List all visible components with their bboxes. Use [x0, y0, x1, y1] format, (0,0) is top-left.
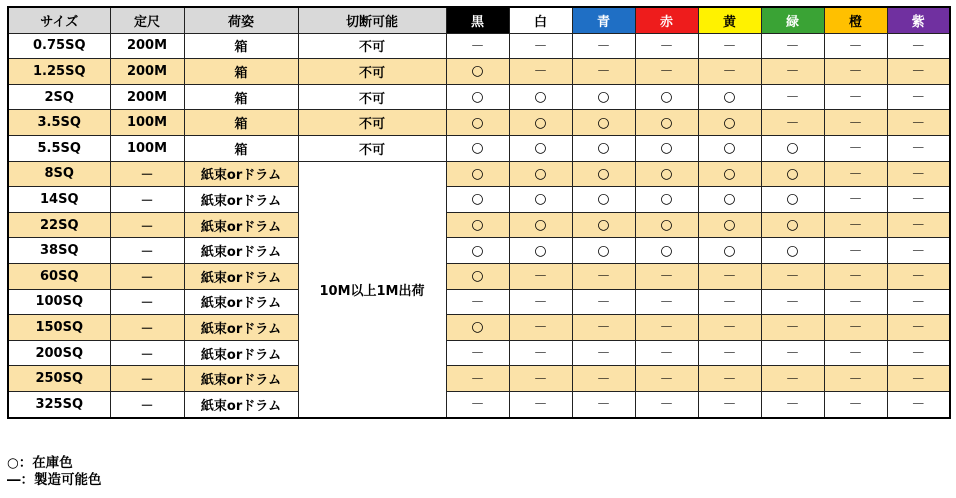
size-cell: 150SQ	[8, 315, 110, 341]
availability-cell: ○	[698, 238, 761, 264]
legend-manufacturable: ―：製造可能色	[7, 472, 102, 488]
availability-cell: －	[824, 212, 887, 238]
availability-cell: －	[572, 263, 635, 289]
availability-cell: ○	[635, 135, 698, 161]
length-cell: －	[110, 161, 184, 187]
availability-cell: ○	[509, 161, 572, 187]
availability-cell: －	[824, 110, 887, 136]
length-cell: －	[110, 315, 184, 341]
availability-cell: ○	[509, 187, 572, 213]
availability-cell: ○	[446, 59, 509, 85]
availability-cell: －	[761, 315, 824, 341]
availability-cell: －	[698, 59, 761, 85]
availability-cell: －	[698, 340, 761, 366]
length-cell: －	[110, 340, 184, 366]
availability-cell: －	[635, 289, 698, 315]
availability-cell: －	[509, 263, 572, 289]
availability-cell: －	[887, 340, 950, 366]
length-cell: －	[110, 366, 184, 392]
availability-cell: －	[698, 391, 761, 417]
availability-cell: ○	[509, 135, 572, 161]
size-cell: 60SQ	[8, 263, 110, 289]
availability-cell: －	[824, 366, 887, 392]
size-cell: 0.75SQ	[8, 33, 110, 59]
header-color-6: 橙	[824, 7, 887, 33]
availability-cell: ○	[698, 135, 761, 161]
availability-cell: －	[509, 315, 572, 341]
availability-cell: ○	[761, 135, 824, 161]
availability-cell: －	[635, 391, 698, 417]
size-cell: 325SQ	[8, 391, 110, 417]
length-cell: －	[110, 391, 184, 417]
availability-cell: ○	[761, 187, 824, 213]
availability-cell: －	[887, 161, 950, 187]
length-cell: 100M	[110, 110, 184, 136]
availability-cell: －	[887, 366, 950, 392]
availability-cell: ○	[446, 84, 509, 110]
availability-cell: ○	[635, 84, 698, 110]
table-row	[8, 289, 950, 315]
availability-cell: －	[509, 366, 572, 392]
availability-cell: －	[887, 110, 950, 136]
cutting-cell: 不可	[298, 84, 446, 110]
availability-cell: －	[824, 33, 887, 59]
table-row	[8, 110, 950, 136]
availability-cell: －	[824, 315, 887, 341]
availability-cell: －	[572, 289, 635, 315]
availability-cell: ○	[761, 238, 824, 264]
availability-cell: ○	[572, 187, 635, 213]
availability-cell: ○	[572, 110, 635, 136]
availability-cell: ○	[572, 135, 635, 161]
availability-cell: －	[761, 340, 824, 366]
size-cell: 8SQ	[8, 161, 110, 187]
availability-cell: －	[509, 59, 572, 85]
availability-cell: ○	[635, 238, 698, 264]
availability-cell: －	[761, 110, 824, 136]
availability-cell: ○	[698, 84, 761, 110]
availability-cell: －	[446, 340, 509, 366]
package-cell: 紙束orドラム	[184, 161, 298, 187]
package-cell: 紙束orドラム	[184, 315, 298, 341]
package-cell: 箱	[184, 84, 298, 110]
table-row	[8, 212, 950, 238]
availability-cell: ○	[446, 135, 509, 161]
availability-cell: －	[761, 84, 824, 110]
cutting-cell: 不可	[298, 135, 446, 161]
size-cell: 200SQ	[8, 340, 110, 366]
availability-cell: －	[761, 391, 824, 417]
table-row	[8, 391, 950, 417]
availability-cell: ○	[635, 161, 698, 187]
size-cell: 14SQ	[8, 187, 110, 213]
cutting-cell: 不可	[298, 59, 446, 85]
availability-cell: －	[572, 391, 635, 417]
availability-cell: －	[887, 59, 950, 85]
table-body	[8, 33, 950, 417]
size-cell: 5.5SQ	[8, 135, 110, 161]
availability-cell: ○	[446, 238, 509, 264]
availability-cell: －	[635, 59, 698, 85]
availability-cell: －	[635, 33, 698, 59]
table-row	[8, 84, 950, 110]
header-color-7: 紫	[887, 7, 950, 33]
header-color-4: 黄	[698, 7, 761, 33]
availability-cell: ○	[509, 84, 572, 110]
package-cell: 箱	[184, 110, 298, 136]
availability-cell: ○	[635, 187, 698, 213]
availability-cell: －	[824, 391, 887, 417]
legend	[7, 455, 102, 489]
size-cell: 22SQ	[8, 212, 110, 238]
availability-cell: －	[824, 161, 887, 187]
availability-cell: －	[698, 289, 761, 315]
cutting-cell: 不可	[298, 33, 446, 59]
availability-cell: －	[887, 33, 950, 59]
availability-cell: －	[824, 84, 887, 110]
availability-cell: －	[761, 366, 824, 392]
availability-cell: －	[698, 263, 761, 289]
table-row	[8, 238, 950, 264]
availability-cell: ○	[698, 110, 761, 136]
availability-cell: ○	[698, 161, 761, 187]
header-color-1: 白	[509, 7, 572, 33]
table-row	[8, 263, 950, 289]
availability-cell: ○	[446, 187, 509, 213]
availability-cell: －	[446, 391, 509, 417]
availability-cell: －	[698, 315, 761, 341]
availability-cell: －	[572, 33, 635, 59]
availability-cell: －	[824, 187, 887, 213]
availability-cell: －	[887, 187, 950, 213]
availability-cell: ○	[446, 212, 509, 238]
length-cell: －	[110, 212, 184, 238]
length-cell: 200M	[110, 59, 184, 85]
availability-cell: ○	[635, 110, 698, 136]
availability-cell: －	[698, 33, 761, 59]
length-cell: －	[110, 238, 184, 264]
length-cell: －	[110, 187, 184, 213]
availability-cell: －	[887, 391, 950, 417]
length-cell: 200M	[110, 33, 184, 59]
availability-cell: －	[824, 289, 887, 315]
availability-cell: －	[761, 33, 824, 59]
header-color-3: 赤	[635, 7, 698, 33]
package-cell: 箱	[184, 135, 298, 161]
table-row	[8, 187, 950, 213]
availability-cell: －	[887, 315, 950, 341]
header-length: 定尺	[110, 7, 184, 33]
availability-cell: －	[635, 315, 698, 341]
cutting-merged-cell: 10M以上1M出荷	[298, 161, 446, 417]
length-cell: 200M	[110, 84, 184, 110]
availability-cell: ○	[761, 212, 824, 238]
availability-cell: ○	[635, 212, 698, 238]
header-color-0: 黒	[446, 7, 509, 33]
availability-cell: ○	[698, 187, 761, 213]
availability-cell: －	[698, 366, 761, 392]
size-cell: 3.5SQ	[8, 110, 110, 136]
availability-cell: －	[887, 238, 950, 264]
length-cell: 100M	[110, 135, 184, 161]
package-cell: 紙束orドラム	[184, 212, 298, 238]
package-cell: 紙束orドラム	[184, 187, 298, 213]
package-cell: 紙束orドラム	[184, 366, 298, 392]
package-cell: 紙束orドラム	[184, 238, 298, 264]
availability-cell: －	[635, 263, 698, 289]
availability-cell: －	[824, 340, 887, 366]
availability-cell: ○	[761, 161, 824, 187]
availability-cell: －	[824, 59, 887, 85]
availability-cell: ○	[446, 110, 509, 136]
availability-cell: －	[509, 289, 572, 315]
table-row	[8, 366, 950, 392]
package-cell: 紙束orドラム	[184, 340, 298, 366]
availability-cell: －	[824, 238, 887, 264]
size-cell: 1.25SQ	[8, 59, 110, 85]
availability-cell: －	[761, 289, 824, 315]
size-cell: 100SQ	[8, 289, 110, 315]
availability-cell: －	[887, 289, 950, 315]
length-cell: －	[110, 263, 184, 289]
size-cell: 2SQ	[8, 84, 110, 110]
availability-cell: ○	[572, 238, 635, 264]
availability-cell: －	[572, 59, 635, 85]
availability-cell: ○	[509, 110, 572, 136]
availability-cell: －	[446, 33, 509, 59]
package-cell: 紙束orドラム	[184, 263, 298, 289]
header-row	[8, 7, 950, 33]
availability-cell: －	[572, 366, 635, 392]
availability-cell: ○	[572, 84, 635, 110]
availability-cell: ○	[446, 161, 509, 187]
availability-cell: －	[887, 84, 950, 110]
size-cell: 38SQ	[8, 238, 110, 264]
availability-cell: ○	[698, 212, 761, 238]
availability-cell: ○	[446, 315, 509, 341]
availability-cell: －	[887, 135, 950, 161]
availability-cell: －	[635, 340, 698, 366]
header-package: 荷姿	[184, 7, 298, 33]
legend-stock: ○：在庫色	[7, 455, 73, 471]
availability-cell: －	[824, 135, 887, 161]
package-cell: 紙束orドラム	[184, 391, 298, 417]
table-row	[8, 33, 950, 59]
availability-cell: ○	[509, 238, 572, 264]
availability-cell: －	[509, 340, 572, 366]
availability-cell: －	[446, 289, 509, 315]
availability-cell: －	[761, 263, 824, 289]
availability-cell: ○	[572, 161, 635, 187]
availability-cell: －	[509, 33, 572, 59]
color-stock-table	[7, 6, 951, 419]
availability-cell: －	[572, 315, 635, 341]
size-cell: 250SQ	[8, 366, 110, 392]
availability-cell: ○	[572, 212, 635, 238]
availability-cell: －	[446, 366, 509, 392]
availability-cell: －	[761, 59, 824, 85]
length-cell: －	[110, 289, 184, 315]
availability-cell: －	[635, 366, 698, 392]
availability-cell: ○	[509, 212, 572, 238]
package-cell: 箱	[184, 59, 298, 85]
table-row	[8, 340, 950, 366]
header-color-5: 緑	[761, 7, 824, 33]
header-color-2: 青	[572, 7, 635, 33]
availability-cell: ○	[446, 263, 509, 289]
availability-cell: －	[887, 212, 950, 238]
availability-cell: －	[887, 263, 950, 289]
availability-cell: －	[509, 391, 572, 417]
table-row	[8, 315, 950, 341]
table-row	[8, 161, 950, 187]
cutting-cell: 不可	[298, 110, 446, 136]
table-row	[8, 135, 950, 161]
header-cutting: 切断可能	[298, 7, 446, 33]
package-cell: 紙束orドラム	[184, 289, 298, 315]
availability-cell: －	[572, 340, 635, 366]
table-row	[8, 59, 950, 85]
package-cell: 箱	[184, 33, 298, 59]
header-size: サイズ	[8, 7, 110, 33]
availability-cell: －	[824, 263, 887, 289]
